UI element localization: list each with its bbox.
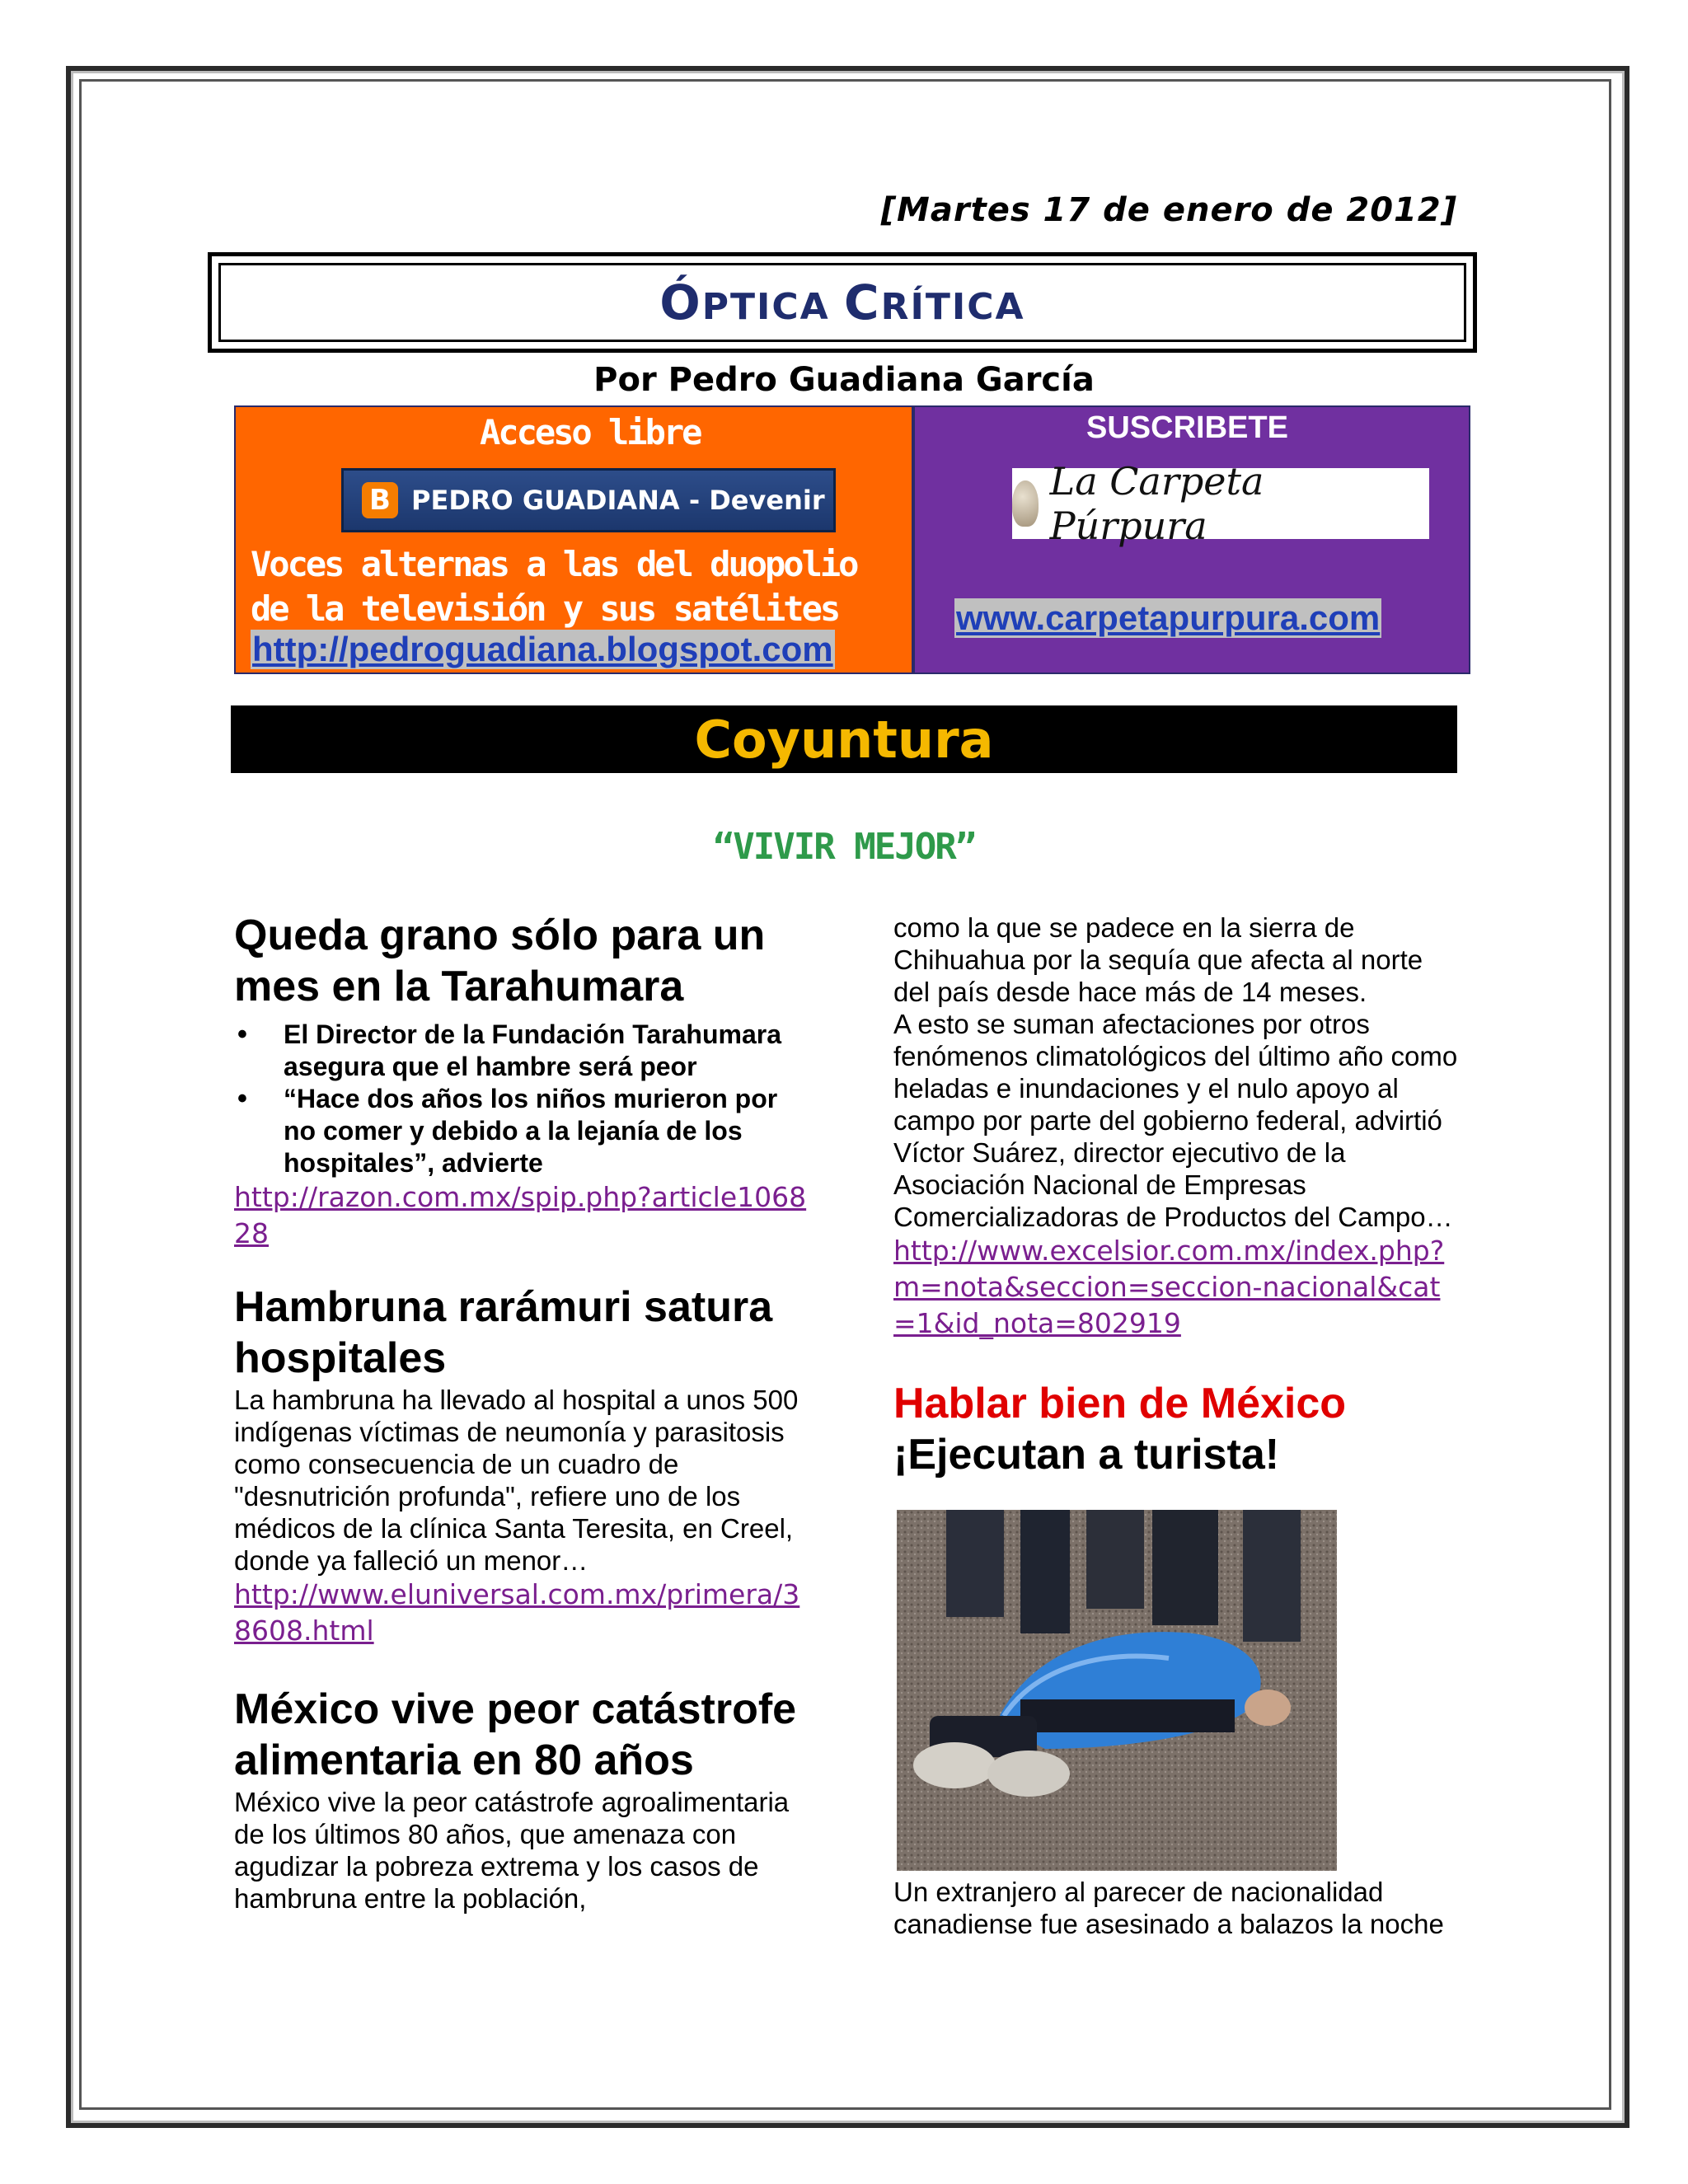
caption-a4: Un extranjero al parecer de nacionalidad canadiense fue asesinado a balazos la noche	[893, 1877, 1444, 1939]
body-a3-continued: como la que se padece en la sierra de Chihuahua por la sequía que afecta al norte del país desde hace más de 14 meses.	[893, 912, 1423, 1007]
promo-acceso-libre	[234, 405, 913, 674]
masthead-title: ÓPTICA CRÍTICA	[659, 274, 1025, 330]
section-title: Coyuntura	[694, 709, 994, 770]
headline-a1: Queda grano sólo para un mes en la Tarahumara	[234, 912, 766, 1010]
promo-suscribete	[913, 405, 1470, 674]
list-item: • “Hace dos años los niños murieron por no comer y debido a la lejanía de los hospitales”, advierte	[234, 1083, 811, 1179]
link-a1[interactable]: http://razon.com.mx/spip.php?article106828	[234, 1181, 807, 1249]
section-bar	[231, 705, 1457, 773]
byline: Por Pedro Guadiana García	[593, 361, 1095, 399]
shell-icon	[1012, 480, 1039, 527]
link-a2[interactable]: http://www.eluniversal.com.mx/primera/38608.html	[234, 1578, 800, 1647]
body-a2: La hambruna ha llevado al hospital a unos 500 indígenas víctimas de neumonía y parasitosis como consecuencia de un cuadro de "desnutrición profunda", refiere uno de los médicos de la clínica Santa Teresita, en Creel, donde ya falleció un menor…	[234, 1385, 799, 1576]
masthead-box	[208, 252, 1477, 353]
carpeta-purpura-badge[interactable]	[1012, 459, 1429, 548]
promo-left-heading: Acceso libre	[480, 412, 701, 452]
promo-right-heading: SUSCRIBETE	[1086, 410, 1288, 445]
list-item: • El Director de la Fundación Tarahumara asegura que el hambre será peor	[234, 1019, 811, 1083]
bullet-list-a1	[234, 1019, 811, 1179]
headline-a4: ¡Ejecutan a turista!	[893, 1431, 1280, 1479]
kicker-a4: Hablar bien de México	[893, 1380, 1347, 1427]
carpeta-link[interactable]: www.carpetapurpura.com	[956, 598, 1381, 637]
body-a3-continued-2: A esto se suman afectaciones por otros fenómenos climatológicos del último año como heladas e inundaciones y el nulo apoyo al campo por parte del gobierno federal, advirtió Víctor Suárez, director ejecutivo de la Asociación Nacional de Empresas Comercializadoras de Productos del Campo…	[893, 1009, 1458, 1232]
link-a3[interactable]: http://www.excelsior.com.mx/index.php?m=nota&seccion=seccion-nacional&cat=1&id_nota=802919	[893, 1235, 1445, 1339]
subsection-title: “VIVIR MEJOR”	[712, 826, 976, 868]
issue-date: [Martes 17 de enero de 2012]	[880, 191, 1457, 229]
carpeta-purpura-logo-text: La Carpeta Púrpura	[1049, 459, 1264, 548]
promo-left-tagline: Voces alternas a las del duopolio de la televisión y sus satélites	[251, 544, 857, 629]
blogger-badge[interactable]	[341, 468, 836, 532]
blogger-icon: B	[362, 482, 398, 518]
body-a3: México vive la peor catástrofe agroalimentaria de los últimos 80 años, que amenaza con agudizar la pobreza extrema y los casos de hambruna entre la población,	[234, 1787, 790, 1914]
column-right	[893, 912, 1462, 1480]
headline-a2: Hambruna rarámuri satura hospitales	[234, 1283, 773, 1382]
caption-block	[893, 1876, 1462, 1940]
column-left	[234, 910, 811, 1915]
blog-link[interactable]: http://pedroguadiana.blogspot.com	[252, 630, 833, 668]
headline-a3: México vive peor catástrofe alimentaria en 80 años	[234, 1685, 797, 1784]
blogger-badge-label: PEDRO GUADIANA - Devenir	[411, 485, 825, 516]
news-photo	[897, 1510, 1337, 1871]
crime-scene-image	[897, 1510, 1337, 1871]
